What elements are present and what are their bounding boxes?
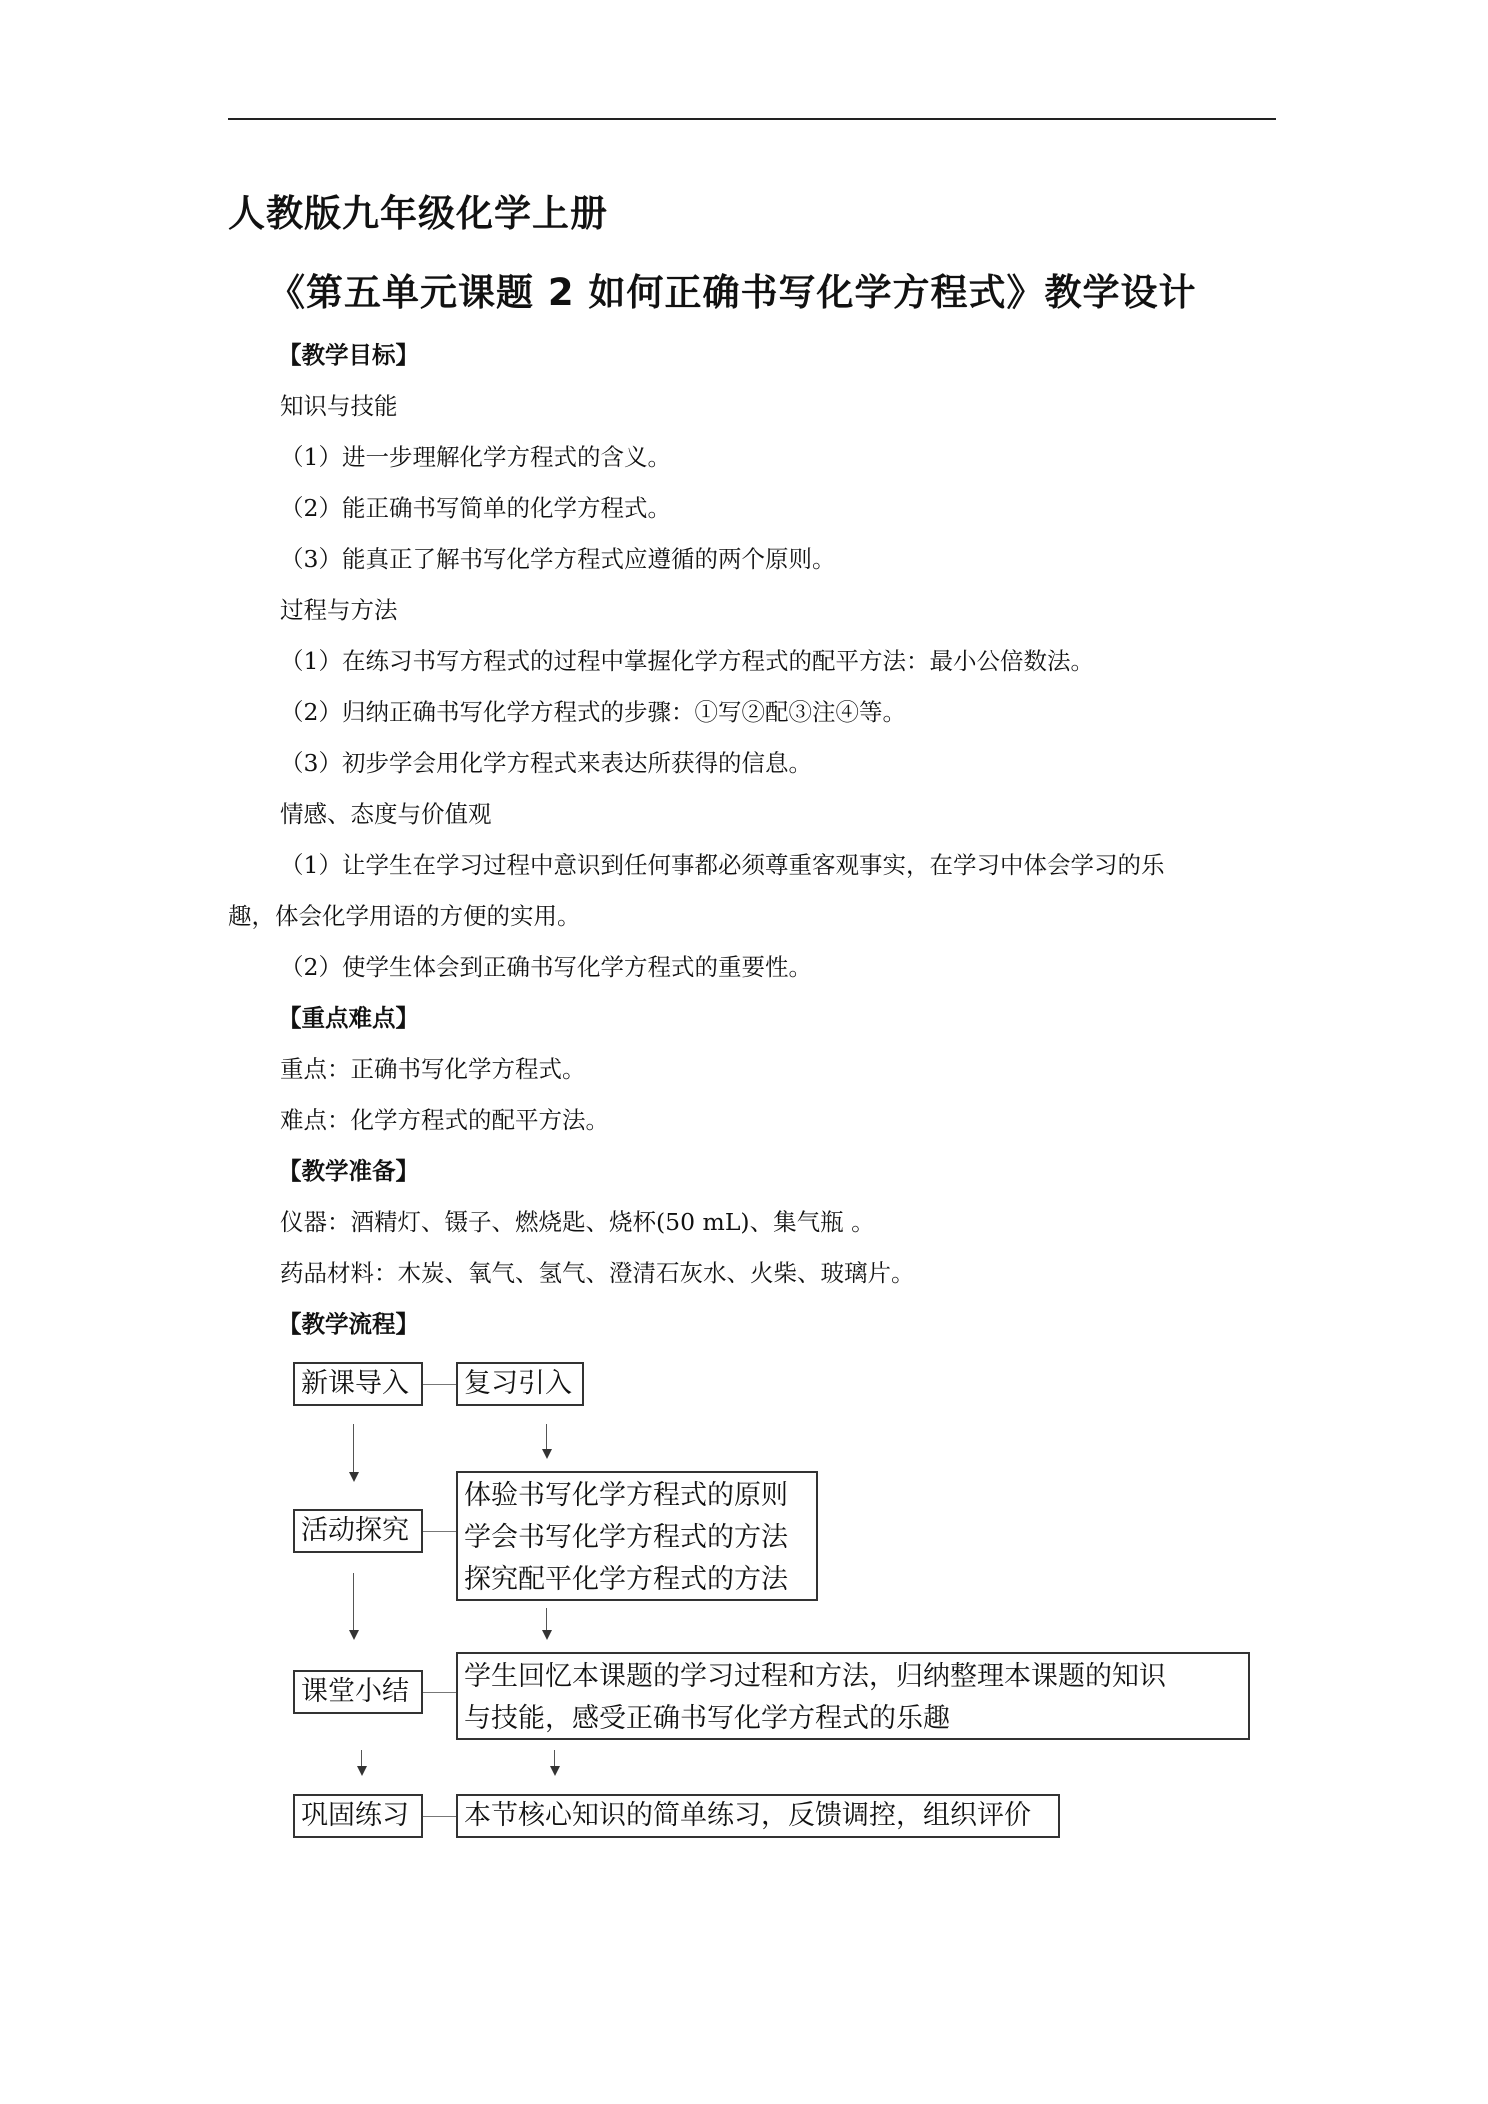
flow-connector: [423, 1531, 456, 1532]
arrow-down-icon: [550, 1766, 560, 1776]
arrow-down-icon: [357, 1766, 367, 1776]
arrow-down-icon: [542, 1449, 552, 1459]
flow-step-label: 课堂小结: [293, 1670, 423, 1714]
prep-materials: 药品材料：木炭、氧气、氢气、澄清石灰水、火柴、玻璃片。: [280, 1259, 915, 1287]
flow-detail-line: 学生回忆本课题的学习过程和方法，归纳整理本课题的知识: [464, 1661, 1166, 1692]
arrow-down-icon: [349, 1630, 359, 1640]
section-heading-process: 【教学流程】: [278, 1310, 419, 1338]
section-heading-prep: 【教学准备】: [278, 1157, 419, 1185]
goal-item: （2）归纳正确书写化学方程式的步骤：①写②配③注④等。: [280, 698, 906, 726]
document-subtitle: 《第五单元课题 2 如何正确书写化学方程式》教学设计: [268, 271, 1197, 314]
arrow-down-icon: [349, 1472, 359, 1482]
goal-item: （3）初步学会用化学方程式来表达所获得的信息。: [280, 749, 812, 777]
key-point: 重点：正确书写化学方程式。: [280, 1055, 586, 1083]
flow-step-detail: [456, 1471, 818, 1601]
flow-step-label: 巩固练习: [293, 1794, 423, 1838]
section-heading-goals: 【教学目标】: [278, 341, 419, 369]
flow-step-detail: 本节核心知识的简单练习，反馈调控，组织评价: [456, 1794, 1060, 1838]
goal-item: （3）能真正了解书写化学方程式应遵循的两个原则。: [280, 545, 836, 573]
subheading-knowledge: 知识与技能: [280, 392, 398, 420]
flow-step-detail: [456, 1652, 1250, 1740]
prep-instruments: 仪器：酒精灯、镊子、燃烧匙、烧杯(50 mL)、集气瓶 。: [280, 1208, 875, 1236]
arrow-down-icon: [542, 1630, 552, 1640]
flow-detail-line: 学会书写化学方程式的方法: [464, 1522, 788, 1553]
flow-connector: [423, 1384, 456, 1385]
flow-step-label: 活动探究: [293, 1509, 423, 1553]
difficult-point: 难点：化学方程式的配平方法。: [280, 1106, 609, 1134]
goal-item-continued: 趣，体会化学用语的方便的实用。: [228, 902, 581, 930]
document-title: 人教版九年级化学上册: [228, 192, 608, 235]
subheading-emotion: 情感、态度与价值观: [280, 800, 492, 828]
goal-item: （2）能正确书写简单的化学方程式。: [280, 494, 671, 522]
section-heading-keypoints: 【重点难点】: [278, 1004, 419, 1032]
flow-arrow: [353, 1573, 354, 1631]
flow-connector: [423, 1816, 456, 1817]
flow-connector: [423, 1692, 456, 1693]
flow-step-label: 新课导入: [293, 1362, 423, 1406]
subheading-process: 过程与方法: [280, 596, 398, 624]
flow-detail-line: 探究配平化学方程式的方法: [464, 1564, 788, 1595]
flow-step-detail: 复习引入: [456, 1362, 584, 1406]
goal-item: （1）在练习书写方程式的过程中掌握化学方程式的配平方法：最小公倍数法。: [280, 647, 1094, 675]
flow-detail-line: 与技能，感受正确书写化学方程式的乐趣: [464, 1703, 950, 1734]
goal-item: （1）进一步理解化学方程式的含义。: [280, 443, 671, 471]
goal-item: （1）让学生在学习过程中意识到任何事都必须尊重客观事实，在学习中体会学习的乐: [280, 851, 1165, 879]
flow-arrow: [546, 1424, 547, 1451]
goal-item: （2）使学生体会到正确书写化学方程式的重要性。: [280, 953, 812, 981]
flow-arrow: [353, 1424, 354, 1474]
flow-detail-line: 体验书写化学方程式的原则: [464, 1480, 788, 1511]
